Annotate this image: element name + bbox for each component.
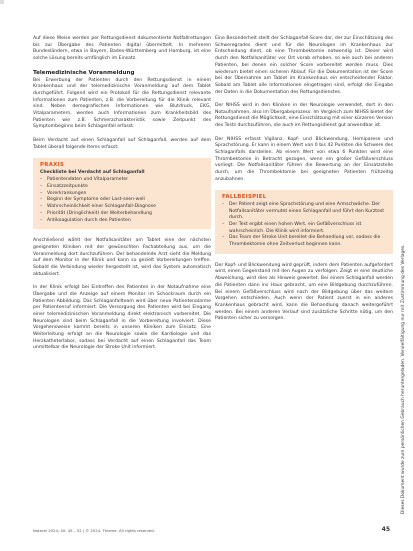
fallbeispiel-list <box>222 202 386 249</box>
intro-paragraph: Auf diese Weise werden per Rettungsdienst dokumentierte Notfallrettungen bis zur Übergabe des Patienten digital übermittelt. In mehreren Bundesländern, etwa in Bayern, Baden-Württemberg und Hamburg, ist eine solche Lösung bereits umfänglich im Einsatz. <box>33 36 211 62</box>
left-paragraph-3: Anschließend wählt der Notfallsanitäter am Tablet eine der nächsten geeigneten Kliniken mit der gewünschten Fachabteilung aus, um die Voranmeldung dort durchzuführen. Der behandelnde Arzt sieht die Meldung auf dem Monitor in der Klinik und kann so gezielt Vorbereitungen treffen. Sobald die Verbindung wieder hergestellt ist, wird das System automatisch aktualisiert. <box>33 238 211 277</box>
right-paragraph-3: Der NIHSS erfasst Vigilanz, Kopf- und Blickwendung, Hemiparese und Sprachstörung. Er kann in einem Wert von 0 bis 42 Punkten die Schwere des Schlaganfalls darstellen. Ab einem Wert von etwa 6 Punkten wird eine Thrombektomie in Betracht gezogen, wenn ein großer Gefäßverschluss vorliegt. Die Notfallsanitäter führen die Bewertung an der Einsatzstelle durch, um die Thrombektomie bei geeigneten Patienten frühzeitig anzubahnen. <box>215 136 393 182</box>
praxis-box <box>33 158 211 229</box>
right-paragraph-4: Der Kopf- und Blickwendung wird geprüft, indem dem Patienten aufgefordert wird, einen Gegenstand mit den Augen zu verfolgen. Zeigt er eine deutliche Abweichung, wird dies als Hinweis gewertet. Bei einem Schlaganfall werden die Patienten dann ins Haus gebracht, um eine Bildgebung durchzuführen. Bei einem Gefäßverschluss wird nach der Bildgebung über das weitere Vorgehen entschieden. Auch wenn der Patient zuerst in ein anderes Krankenhaus gebracht wird, kann die Behandlung danach weitergeführt werden. Bei einem anderen Verlauf sind zusätzliche Schritte nötig, um den Patienten sicher zu versorgen. <box>215 262 393 322</box>
right-paragraph-1: Eine Besonderheit stellt der Schlaganfall-Score dar, der zur Einschätzung des Schweregrades dient und für die Neurologen im Krankenhaus zur Entscheidung dient, ob eine Thrombektomie notwendig ist. Dieser wird durch den Notfallsanitäter vor Ort vorab erhoben, so wie auch bei anderen Patienten, bei denen ein solcher Score vorbereitet werden muss. Dies wiederum bietet einen sicheren Ablauf. Für die Dokumentation ist der Score bei der Übernahme am Tablet im Krankenhaus ein entscheidender Faktor. Sobald am Tablet alle Informationen eingetragen sind, erfolgt die Eingabe der Daten in die Dokumentation des Rettungsdienstes. <box>215 36 393 95</box>
page-number: 45 <box>381 526 390 533</box>
vertical-copyright-notice <box>401 14 411 514</box>
checklist-item: – Patientendaten und Vitalparameter <box>40 177 204 184</box>
checklist-item: – Beginn der Symptome oder Last-seen-well <box>40 197 204 204</box>
right-paragraph-2: Der NIHSS wird in den Kliniken in der Neurologie verwendet, dort in den Notaufnahmen, also im Übergabeprozess. Im Vergleich zum NIHSS bietet der Rettungsdienst die Möglichkeit, eine Einschätzung mit einer kürzeren Version des Tests durchzuführen, die auch im Rettungsdienst gut anwendbar ist. <box>215 103 393 129</box>
checklist-item: – Antikoagulation durch den Patienten <box>40 218 204 225</box>
corner-marker <box>0 0 4 4</box>
checklist-item: – Priorität (Dringlichkeit) der Weiterbehandlung <box>40 211 204 218</box>
case-item: – Der Patient zeigt eine Sprachstörung und eine Armschwäche. Der Notfallsanitäter vermutet einen Schlaganfall und führt den Kurztest durch. <box>222 202 386 222</box>
praxis-checklist <box>40 177 204 224</box>
checklist-item: – Wahrscheinlichkeit einer Schlaganfall-Diagnose <box>40 204 204 211</box>
case-item: – Das Team der Stroke Unit bereitet die Behandlung vor, sodass die Thrombektomie ohne Zeitverlust beginnen kann. <box>222 235 386 248</box>
left-column <box>33 36 211 359</box>
telemedicine-paragraph-2: Beim Verdacht auf einen Schlaganfall auf Schlaganfall, werden auf dem Tablet überall folgende Items erfasst: <box>33 137 211 150</box>
checklist-item: – Vorerkrankungen <box>40 191 204 198</box>
praxis-lead: Checkliste bei Verdacht auf Schlaganfall <box>40 169 145 175</box>
vertical-copyright-text: Dieses Dokument wurde zum persönlichen Gebrauch heruntergeladen. Vervielfältigung nur mit Zustimmung des Verlages. <box>401 244 406 514</box>
checklist-item: – Einsatzzeitpunkte <box>40 184 204 191</box>
page-footer: Notarzt 2024; 40: 45 – 52 | © 2024. Thieme. All rights reserved. <box>33 528 155 533</box>
fallbeispiel-box <box>215 190 393 254</box>
fallbeispiel-title: FALLBEISPIEL <box>222 194 267 201</box>
left-paragraph-4: In der Klinik erfolgt bei Eintreffen des Patienten in der Notaufnahme eine Übergabe und die Anzeige auf einem Monitor im Schockraum durch ein Patienten Abbildung. Das Schlaganfallteam wird über neue Patientenalarme per Patientenruf informiert. Die Versorgung des Patienten wird bei Eingang einer telemedizinischen Voranmeldung direkt elektronisch vorbereitet. Die Neurologen sind beim Schlaganfall in die Vorbereitung involviert. Diese Vorgehensweise kommt bereits in unseren Kliniken zum Einsatz. Eine Weiterleitung erfolgt an die Neurologie sowie die Kardiologie und das Herzkatheterlabor, sodass bei Verdacht auf einen Schlaganfall das Team unmittelbar die Neurologie der Stroke Unit informiert. <box>33 285 211 351</box>
praxis-title: PRAXIS <box>40 161 65 168</box>
section-heading-telemedicine: Telemedizinische Voranmeldung <box>33 69 135 76</box>
case-item: – Der Test ergibt einen hohen Wert, ein Gefäßverschluss ist wahrscheinlich. Die Klinik wird informiert. <box>222 222 386 235</box>
right-column <box>215 36 393 330</box>
telemedicine-paragraph-1: Bei Erwerbung der Patienten durch den Rettungsdienst in einem Krankenhaus und der telemedizinische Voranmeldung auf dem Tablet durchgeführt. Folgend wird ein Protokoll für die Rettungsdienst relevante Informationen zum Patienten, z.B. die Vorbereitung für die Klinik relevant sind. Neben demografischen Informationen wie Blutdruck, EKG, Vitalparametern, werden auch Informationen zum Krankheitsbild des Patienten wie z.B. Schmerzcharakteristik sowie Zeitpunkt des Symptombeginns beim Schlaganfall erfasst. <box>33 77 211 130</box>
